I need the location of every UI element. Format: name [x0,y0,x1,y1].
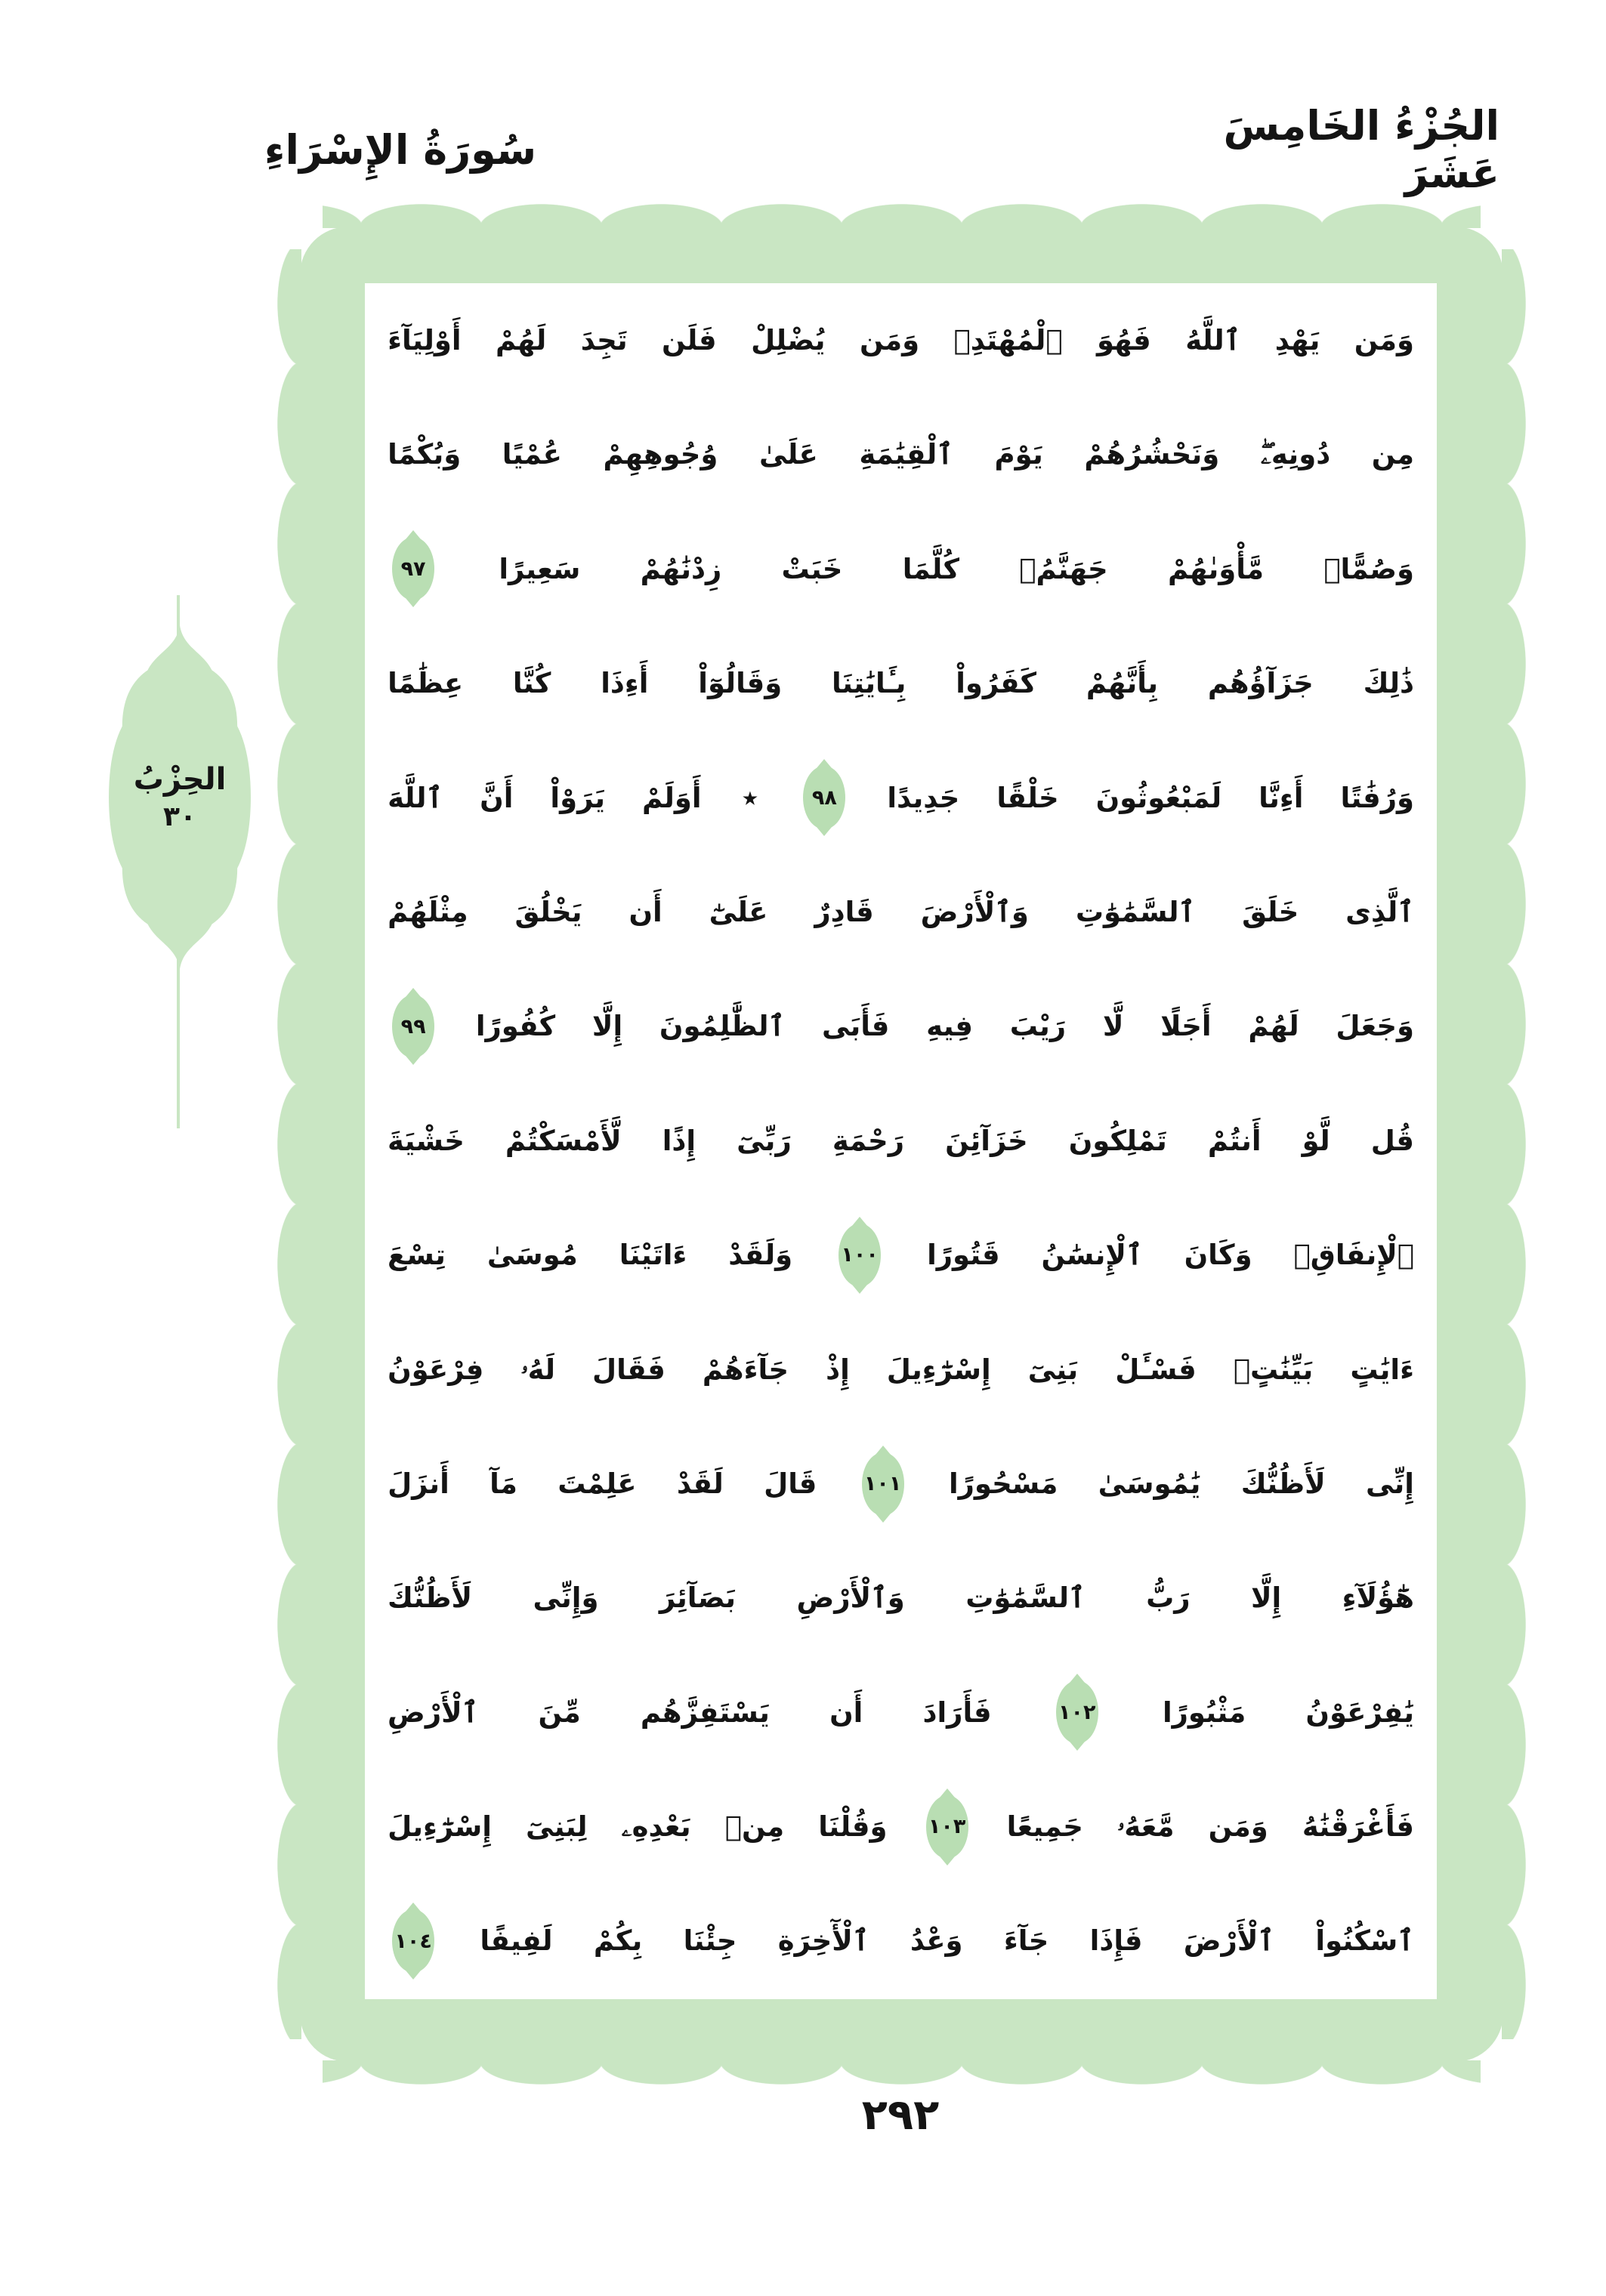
quran-line-4 [388,626,1414,740]
word: وَقَالُوٓاْ [698,667,783,700]
word: عَلَىٰٓ [709,895,768,928]
word: وَكَانَ [1184,1239,1252,1272]
word: لَفِيفًا [480,1924,553,1958]
word: ٱلسَّمَٰوَٰتِ [1075,895,1196,928]
word: مُوسَىٰ [486,1239,578,1272]
quran-line-3 [388,512,1414,626]
word: لَأَظُنُّكَ [388,1582,472,1615]
ayah-marker-٩٧ [392,537,434,600]
word: بِكُمْ [593,1924,643,1958]
quran-line-9 [388,1198,1414,1312]
word: بِأَنَّهُمْ [1086,667,1159,700]
word: مَّعَهُۥ [1117,1810,1175,1844]
frame-scallop-left [277,249,301,2039]
word: ٱلَّذِى [1345,895,1414,928]
word: ٱلْأَرْضِ [388,1696,479,1729]
word: كُلَّمَا [902,552,960,585]
word: وَعْدُ [910,1924,963,1958]
quran-line-6 [388,855,1414,969]
word: ٱلْإِنفَاقِۚ [1293,1239,1414,1272]
word: ٱللَّهَ [388,781,443,814]
word: تَجِدَ [580,324,628,356]
ayah-number: ١٠٢ [1058,1700,1096,1724]
word: دُونِهِۦۖ [1260,438,1331,471]
word: وَمَن [1208,1810,1268,1844]
word: مَثْبُورًا [1162,1696,1246,1729]
word: رَحْمَةِ [832,1124,905,1157]
word: جَمِيعًا [1006,1810,1083,1844]
word: فَسْـَٔلْ [1115,1353,1197,1386]
quran-line-5 [388,741,1414,855]
ayah-marker-١٠٤ [392,1909,434,1973]
word: يَخْلُقَ [514,895,582,928]
word: كُنَّا [512,667,551,700]
word: أَن [629,895,662,928]
word: أَنتُمْ [1207,1124,1262,1157]
word: رَيْبَ [1009,1010,1067,1043]
word: مِثْلَهُمْ [388,895,468,928]
word: إِنِّى [1365,1467,1414,1500]
word: ءَاتَيْنَا [619,1239,687,1272]
juz-title: الجُزْءُ الخَامِسَ عَشَرَ [1223,102,1499,197]
word: وَمَن [1354,324,1414,356]
hizb-label: الحِزْبُ [133,762,227,797]
word: لَهُمْ [1248,1010,1299,1043]
word: وَٱلْأَرْضَ [920,895,1029,928]
word: هَٰٓؤُلَآءِ [1342,1582,1414,1615]
word: جَآءَ [1003,1924,1049,1958]
quran-line-10 [388,1313,1414,1427]
word: لَقَدْ [676,1467,724,1500]
word: عَلَىٰ [759,438,818,471]
word: فَقَالَ [592,1353,666,1386]
word: فَلَن [662,324,717,356]
ayah-number: ١٠١ [863,1472,902,1496]
hizb-number: ٣٠ [163,801,196,832]
word: جِئْنَا [683,1924,737,1958]
quran-line-1 [388,283,1414,397]
word: كَفَرُواْ [956,667,1037,700]
word: لَهُمْ [495,324,547,356]
word: تِسْعَ [388,1239,446,1272]
word: وَبُكْمًا [388,438,462,471]
quran-line-12 [388,1541,1414,1655]
word: يَوْمَ [994,438,1043,471]
ayah-marker-٩٩ [392,995,434,1058]
word: إِذًا [662,1124,696,1157]
quran-line-2 [388,397,1414,511]
ayah-marker-١٠١ [862,1452,904,1516]
word: قَادِرٌ [814,895,874,928]
word: كُفُورًا [475,1010,556,1043]
word: لَّوْ [1302,1124,1330,1157]
word: إِسْرَٰٓءِيلَ [886,1353,991,1386]
word: وَإِنِّى [533,1582,599,1615]
word: مِن [1371,438,1414,471]
word: عُمْيًا [502,438,562,471]
word: زِدْنَٰهُمْ [640,552,722,585]
word: لَأَظُنُّكَ [1240,1467,1326,1500]
word: عِظَٰمًا [388,667,464,700]
word: عَلِمْتَ [557,1467,637,1500]
word: بَصَآئِرَ [659,1582,737,1615]
quran-line-14 [388,1770,1414,1884]
page-number: ٢٩٢ [861,2091,940,2140]
word: وَقُلْنَا [818,1810,888,1844]
word: وَرُفَٰتًا [1340,781,1414,814]
decorative-frame [300,227,1503,2062]
word: جَزَآؤُهُم [1207,667,1314,700]
word: سَعِيرًا [499,552,581,585]
word: ٱلظَّٰلِمُونَ [659,1010,786,1043]
word: ٱلْأَرْضَ [1183,1924,1275,1958]
word: بَيِّنَٰتٍۖ [1233,1353,1314,1386]
ayah-number: ٩٩ [400,1014,426,1038]
word: ٱلْإِنسَٰنُ [1041,1239,1143,1272]
quran-line-8 [388,1084,1414,1198]
word: مِنۢ [724,1810,785,1844]
word: قَالَ [764,1467,817,1500]
quran-line-11 [388,1427,1414,1541]
word: أَوَلَمْ [641,781,702,814]
text-panel [365,283,1437,1999]
word: جَآءَهُمْ [702,1353,789,1386]
word: أَنَّ [480,781,514,814]
word: إِسْرَٰٓءِيلَ [388,1810,492,1844]
word: لِبَنِىٓ [526,1810,588,1844]
word: يَٰمُوسَىٰ [1098,1467,1201,1500]
quran-text-area [388,283,1414,1999]
word: إِذْ [826,1353,850,1386]
word: بَعْدِهِۦ [621,1810,691,1844]
word: فِيهِ [926,1010,973,1043]
word: ءَايَٰتٍ [1350,1353,1414,1386]
word: وُجُوهِهِمْ [603,438,718,471]
ayah-marker-١٠٣ [926,1795,968,1859]
word: لَهُۥ [520,1353,555,1386]
word: إِلَّا [591,1010,623,1043]
word: يُضْلِلْ [751,324,826,356]
word: أَجَلًا [1160,1010,1212,1043]
word: مَّأْوَىٰهُمْ [1167,552,1265,585]
frame-scallop-top [323,204,1481,228]
word: ٱلْقِيَٰمَةِ [859,438,953,471]
word: بِـَٔايَٰتِنَا [832,667,906,700]
word: خَزَآئِنَ [945,1124,1028,1157]
quran-line-15 [388,1884,1414,1998]
word: خَلْقًا [996,781,1059,814]
word: وَصُمًّاۖ [1323,552,1414,585]
hizb-marker [108,625,252,969]
word: ذَٰلِكَ [1363,667,1414,700]
quran-line-7 [388,969,1414,1083]
word: أَءِذَا [601,667,649,700]
word: يَهْدِ [1274,324,1320,356]
word: بَنِىٓ [1027,1353,1079,1386]
word: وَمَن [859,324,920,356]
word: إِلَّا [1251,1582,1282,1615]
word: ٱلْمُهْتَدِۖ [953,324,1063,356]
ayah-number: ٩٨ [811,785,837,810]
word: وَجَعَلَ [1336,1010,1414,1043]
word: ٱلسَّمَٰوَٰتِ [965,1582,1086,1615]
word: جَدِيدًا [887,781,960,814]
ayah-marker-٩٨ [803,766,845,829]
ayah-number: ١٠٠ [841,1243,879,1267]
word: مِّنَ [538,1696,581,1729]
word: مَسْحُورًا [948,1467,1058,1500]
word: فَأَرَادَ [922,1696,992,1729]
word: ٱسْكُنُواْ [1315,1924,1414,1958]
word: ٱلْأٓخِرَةِ [777,1924,869,1958]
rub-el-hizb-marker: ٭ [741,779,759,816]
word: رَبِّىٓ [737,1124,792,1157]
word: فَأَبَى [821,1010,890,1043]
ayah-marker-١٠٢ [1056,1680,1098,1744]
word: فِرْعَوْنُ [388,1353,484,1386]
word: يَسْتَفِزَّهُم [640,1696,770,1729]
quran-line-13 [388,1656,1414,1770]
word: وَنَحْشُرُهُمْ [1084,438,1220,471]
word: رَبُّ [1146,1582,1191,1615]
word: فَهُوَ [1096,324,1151,356]
word: خَبَتْ [781,552,843,585]
word: أَن [829,1696,863,1729]
frame-scallop-bottom [323,2060,1481,2085]
word: ٱللَّهُ [1185,324,1241,356]
word: وَلَقَدْ [728,1239,793,1272]
surah-title: سُورَةُ الإِسْرَاءِ [264,125,537,174]
ayah-marker-١٠٠ [839,1224,881,1287]
word: يَرَوْاْ [550,781,605,814]
word: يَٰفِرْعَوْنُ [1305,1696,1414,1729]
word: تَمْلِكُونَ [1068,1124,1167,1157]
word: لَّأَمْسَكْتُمْ [505,1124,622,1157]
word: أَوْلِيَآءَ [388,324,462,356]
word: جَهَنَّمُۖ [1019,552,1108,585]
word: خَلَقَ [1242,895,1299,928]
ayah-number: ١٠٣ [928,1815,966,1839]
word: قُل [1370,1124,1414,1157]
ayah-number: ١٠٤ [394,1929,432,1953]
word: لَمَبْعُوثُونَ [1095,781,1222,814]
ayah-number: ٩٧ [400,557,426,581]
frame-scallop-right [1502,249,1526,2039]
word: مَآ [490,1467,517,1500]
word: وَٱلْأَرْضِ [796,1582,905,1615]
word: فَإِذَا [1089,1924,1143,1958]
word: فَأَغْرَقْنَٰهُ [1302,1810,1414,1844]
word: أَنزَلَ [388,1467,449,1500]
word: خَشْيَةَ [388,1124,465,1157]
word: أَءِنَّا [1259,781,1304,814]
word: لَّا [1102,1010,1124,1043]
word: قَتُورًا [927,1239,1000,1272]
